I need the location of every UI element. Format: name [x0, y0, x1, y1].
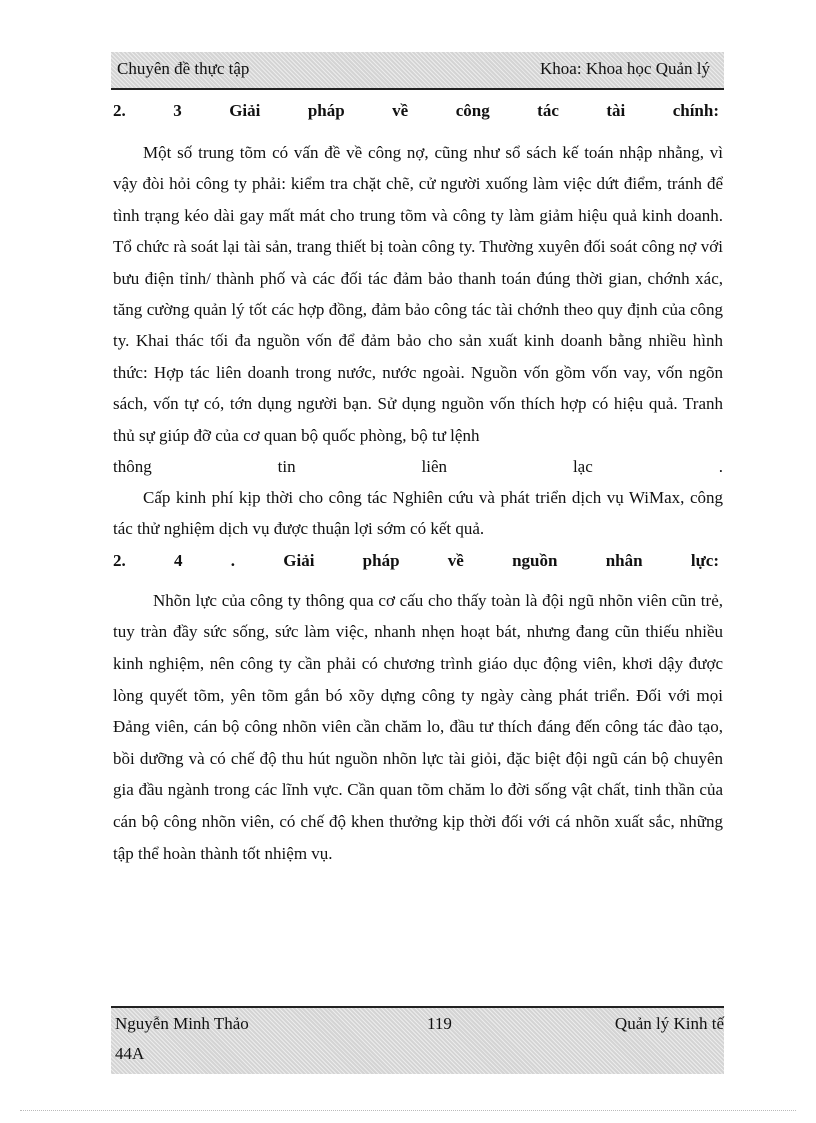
paragraph-human-resources: Nhõn lực của công ty thông qua cơ cấu cho thấy toàn là đội ngũ nhõn viên cũn trẻ, tuy tràn đầy sức sống, sức làm việc, nhanh nhẹn hoạt bát, nhưng đang cũn thiếu nhiều kinh nghiệm, nên công ty cần phải có chương trình giáo dục động viên, khơi dậy được lòng quyết tõm, yên tõm gắn bó xõy dựng công ty ngày càng phát triển. Đối với mọi Đảng viên, cán bộ công nhõn viên cần chăm lo, đầu tư thích đáng đến công tác đào tạo, bồi dưỡng và có chế độ thu hút nguồn nhõn lực tài giỏi, đặc biệt đội ngũ cán bộ chuyên gia đầu ngành trong các lĩnh vực. Cần quan tõm chăm lo đời sống vật chất, tinh thần của cán bộ công nhõn viên, có chế độ khen thưởng kịp thời đối với cá nhõn xuất sắc, những tập thể hoàn thành tốt nhiệm vụ.	[113, 590, 723, 863]
header-thesis-title: Chuyên đề thực tập	[117, 59, 250, 78]
footer-class: 44A	[115, 1044, 145, 1063]
section-heading-finance	[113, 97, 719, 129]
heading-token: về	[447, 550, 464, 570]
heading-token: nhân	[605, 550, 643, 570]
heading-token: tài	[606, 101, 626, 120]
heading-token: nguồn	[512, 550, 558, 570]
heading-token: 2.	[113, 101, 126, 120]
footer-page-number: 119	[427, 1014, 452, 1033]
page-edge-dotted-line	[20, 1110, 796, 1111]
heading-token: pháp	[307, 101, 345, 120]
heading-token: lực:	[690, 550, 719, 570]
heading-token: .	[230, 550, 235, 570]
heading-token: 3	[173, 101, 182, 120]
line-token: tin	[277, 457, 296, 477]
heading-token: tác	[537, 101, 559, 120]
page-header	[111, 52, 724, 90]
heading-token: Giải	[229, 101, 261, 120]
heading-token: pháp	[362, 550, 400, 570]
line-token: liên	[421, 457, 448, 477]
line-token: .	[718, 457, 723, 477]
section-heading-hr	[113, 547, 719, 579]
paragraph-finance: Một số trung tõm có vấn đề về công nợ, cũng như sổ sách kế toán nhập nhằng, vì vậy đòi hỏi công ty phải: kiểm tra chặt chẽ, cử người xuống làm việc dứt điểm, tránh để tình trạng kéo dài gay mất mát cho trung tõm và công ty làm giảm hiệu quả kinh doanh. Tổ chức rà soát lại tài sản, trang thiết bị toàn công ty. Thường xuyên đối soát công nợ với bưu điện tỉnh/ thành phố và các đối tác đảm bảo thanh toán đúng thời gian, chớnh xác, tăng cường quản lý tốt các hợp đồng, đảm bảo công tác tài chớnh theo quy định của công ty. Khai thác tối đa nguồn vốn để đảm bảo cho sản xuất kinh doanh bằng nhiều hình thức: Hợp tác liên doanh trong nước, nước ngoài. Nguồn vốn gồm vốn vay, vốn ngõn sách, vốn tự có, tớn dụng người bạn. Sử dụng nguồn vốn thích hợp có hiệu quả. Tranh thủ sự giúp đỡ của cơ quan bộ quốc phòng, bộ tư lệnh	[113, 143, 723, 445]
heading-token: công	[455, 101, 490, 120]
line-token: lạc	[572, 457, 593, 477]
paragraph-funding: Cấp kinh phí kịp thời cho công tác Nghiên cứu và phát triển dịch vụ WiMax, công tác thử nghiệm dịch vụ được thuận lợi sớm có kết quả.	[113, 488, 723, 539]
heading-token: 2.	[113, 550, 126, 570]
page-footer	[111, 1008, 724, 1074]
heading-token: chính:	[672, 101, 719, 120]
heading-token: về	[392, 101, 409, 120]
heading-token: Giải	[283, 550, 315, 570]
header-faculty: Khoa: Khoa học Quản lý	[540, 59, 710, 78]
line-token: thông	[113, 457, 152, 477]
paragraph-finance-last-line	[113, 451, 723, 482]
heading-token: 4	[174, 550, 183, 570]
footer-author: Nguyễn Minh Thảo	[115, 1014, 249, 1033]
page-content	[113, 97, 723, 869]
footer-major: Quản lý Kinh tế	[614, 1014, 724, 1033]
